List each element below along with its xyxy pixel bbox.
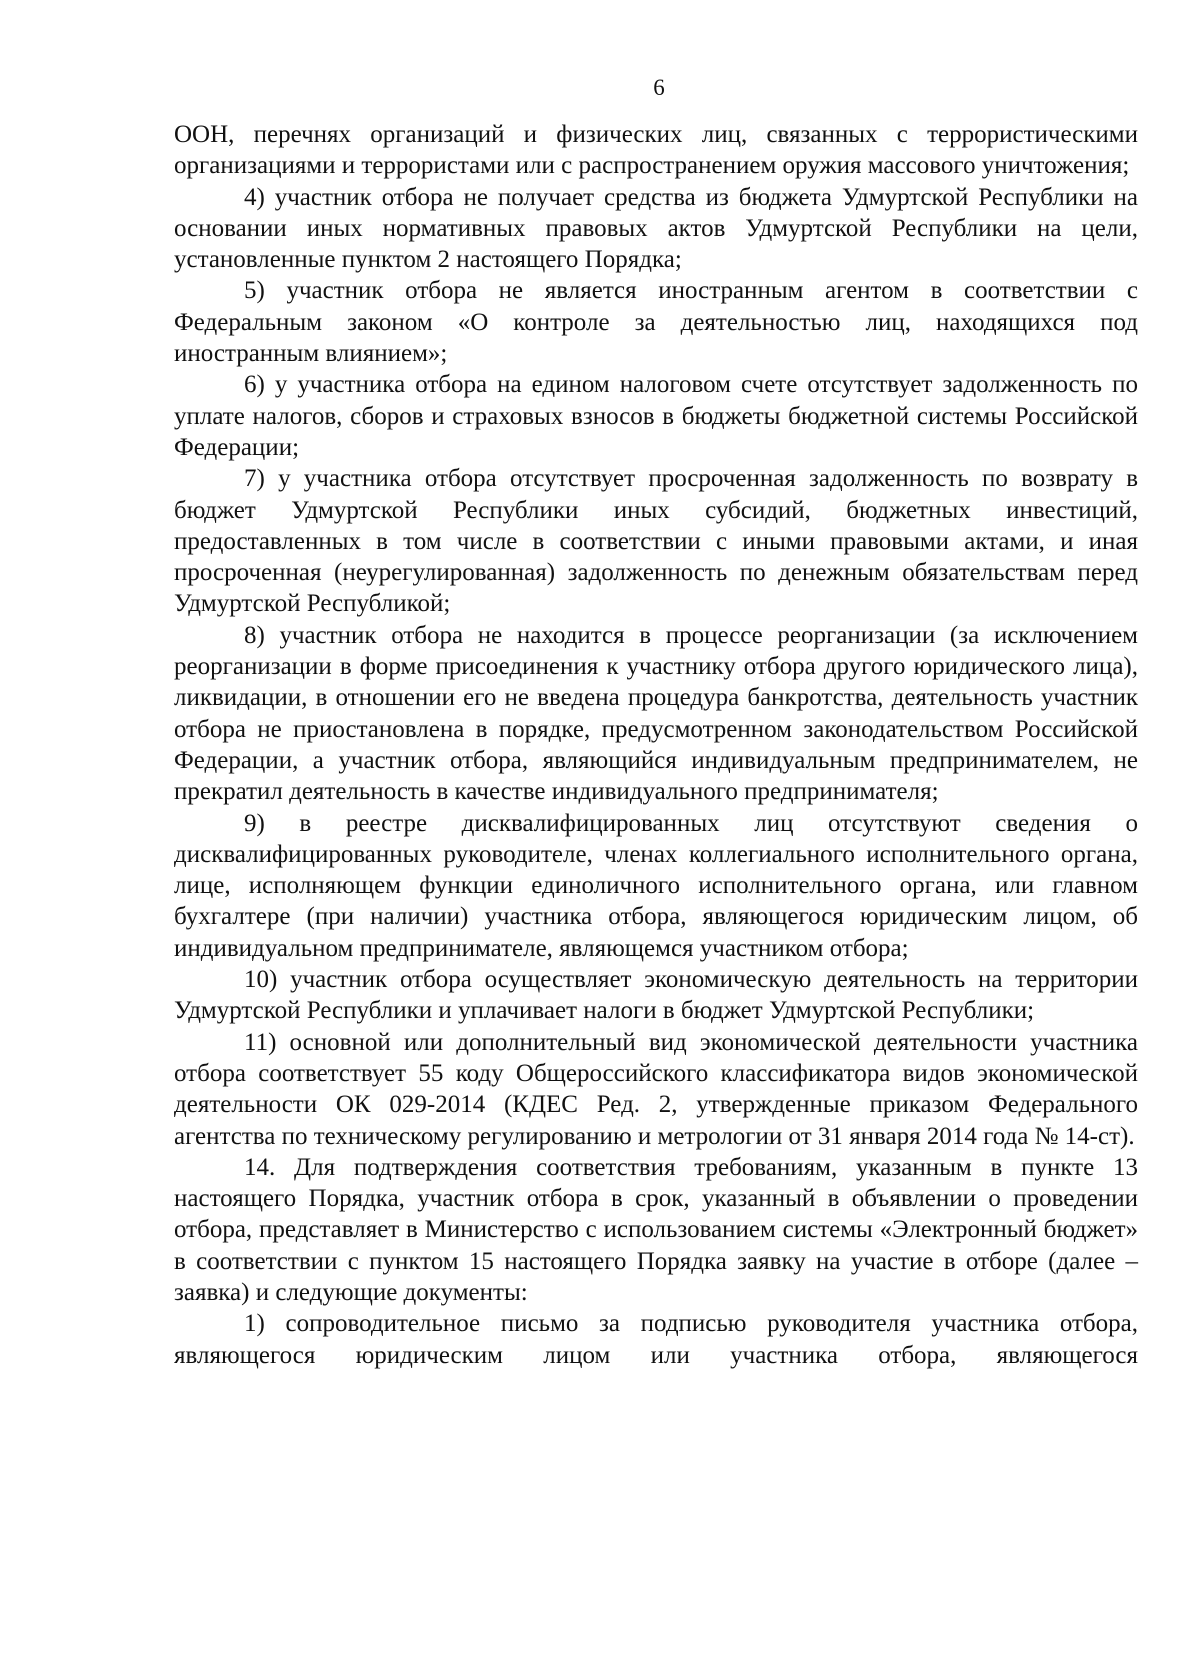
document-body — [174, 119, 1138, 1371]
paragraph-item-11: 11) основной или дополнительный вид экономической деятельности участника отбора соответствует 55 коду Общероссийского классификатора видов экономической деятельности ОК 029-2014 (КДЕС Ред. 2, утвержденные приказом Федерального агентства по техническому регулированию и метрологии от 31 января 2014 года № 14-ст). — [174, 1028, 1138, 1150]
paragraph-item-9: 9) в реестре дисквалифицированных лиц отсутствуют сведения о дисквалифицированных руководителе, членах коллегиального исполнительного органа, лице, исполняющем функции единоличного исполнительного органа, или главном бухгалтере (при наличии) участника отбора, являющегося юридическим лицом, об индивидуальном предпринимателе, являющемся участником отбора; — [174, 809, 1138, 962]
paragraph-section-14: 14. Для подтверждения соответствия требованиям, указанным в пункте 13 настоящего Порядка, участник отбора в срок, указанный в объявлении о проведении отбора, представляет в Министерство с использованием системы «Электронный бюджет» в соответствии с пунктом 15 настоящего Порядка заявку на участие в отборе (далее – заявка) и следующие документы: — [174, 1153, 1138, 1306]
paragraph-item-10: 10) участник отбора осуществляет экономическую деятельность на территории Удмуртской Республики и уплачивает налоги в бюджет Удмуртской Республики; — [174, 966, 1138, 1025]
paragraph-item-8: 8) участник отбора не находится в процессе реорганизации (за исключением реорганизации в форме присоединения к участнику отбора другого юридического лица), ликвидации, в отношении его не введена процедура банкротства, деятельность участник отбора не приостановлена в порядке, предусмотренном законодательством Российской Федерации, а участник отбора, являющийся индивидуальным предпринимателем, не прекратил деятельность в качестве индивидуального предпринимателя; — [174, 621, 1138, 806]
paragraph-subitem-1: 1) сопроводительное письмо за подписью руководителя участника отбора, являющегося юридическим лицом или участника отбора, являющегося — [174, 1310, 1138, 1369]
paragraph-item-5: 5) участник отбора не является иностранным агентом в соответствии с Федеральным законом «О контроле за деятельностью лиц, находящихся под иностранным влиянием»; — [174, 277, 1138, 368]
paragraph-continuation: ООН, перечнях организаций и физических лиц, связанных с террористическими организациями и террористами или с распространением оружия массового уничтожения; — [174, 121, 1138, 180]
page-number: 6 — [653, 75, 665, 100]
paragraph-item-6: 6) у участника отбора на едином налоговом счете отсутствует задолженность по уплате налогов, сборов и страховых взносов в бюджеты бюджетной системы Российской Федерации; — [174, 371, 1138, 461]
paragraph-item-7: 7) у участника отбора отсутствует просроченная задолженность по возврату в бюджет Удмуртской Республики иных субсидий, бюджетных инвестиций, предоставленных в том числе в соответствии с иными правовыми актами, и иная просроченная (неурегулированная) задолженность по денежным обязательствам перед Удмуртской Республикой; — [174, 465, 1138, 618]
paragraph-item-4: 4) участник отбора не получает средства из бюджета Удмуртской Республики на основании иных нормативных правовых актов Удмуртской Республики на цели, установленные пунктом 2 настоящего Порядка; — [174, 183, 1138, 274]
